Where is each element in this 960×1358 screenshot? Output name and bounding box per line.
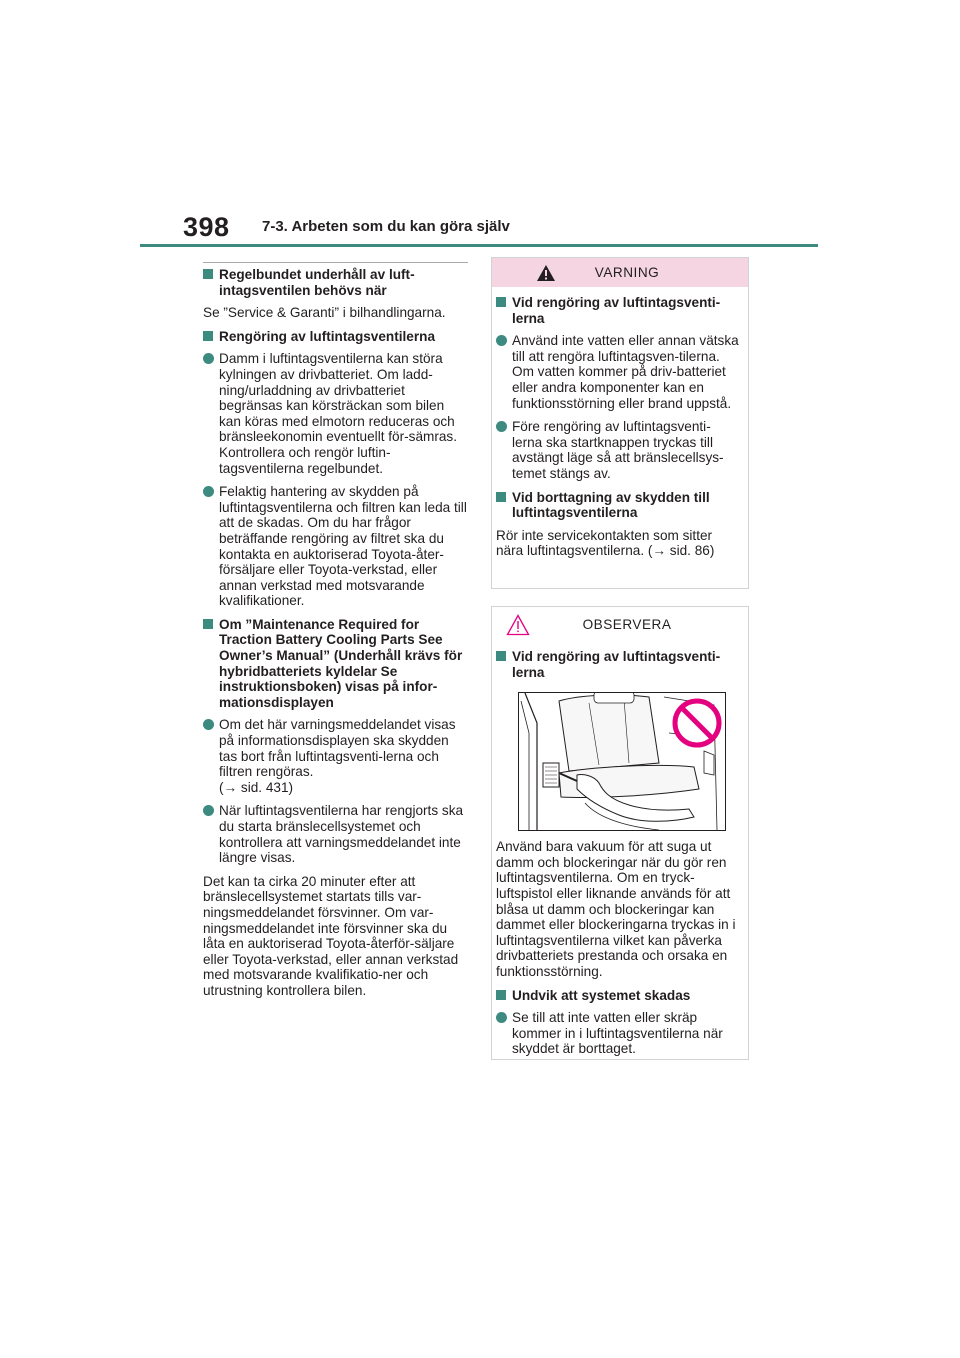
warning-triangle-icon xyxy=(536,264,556,282)
round-bullet-icon xyxy=(496,421,507,432)
section-title: 7-3. Arbeten som du kan göra själv xyxy=(262,218,510,235)
round-bullet-icon xyxy=(203,486,214,497)
bullet-text: Före rengöring av luftintagsventi-lerna ska startknappen tryckas till avstängt läge så att bränslecellsys-temet stängs av. xyxy=(512,419,724,481)
header-rule xyxy=(140,244,818,247)
warning-paragraph-service-plug: Rör inte servicekontakten som sitter nära luftintagsventilerna. (→ sid. 86) xyxy=(496,527,715,559)
square-bullet-icon xyxy=(496,297,506,307)
warning-bullet-no-water xyxy=(496,333,740,411)
warning-header xyxy=(492,258,748,287)
round-bullet-icon xyxy=(203,805,214,816)
square-bullet-icon xyxy=(203,331,213,341)
bullet-dust-warning xyxy=(203,351,468,476)
round-bullet-icon xyxy=(203,719,214,730)
page-reference-link[interactable]: (→ sid. 431) xyxy=(219,779,294,795)
round-bullet-icon xyxy=(496,335,507,346)
round-bullet-icon xyxy=(496,1012,507,1023)
warning-bullet-power-off xyxy=(496,419,740,481)
paragraph-message-timing: Det kan ta cirka 20 minuter efter att bränslecellsystemet startats tills var-ningsmeddelandet försvinner. Om var-ningsmeddelandet inte försvinner ska du låta en auktoriserad Toyota-återför-säljare eller Toyota-verkstad, eller annan verkstad med motsvarande kvalifikatio-ner och utrustning kontrollera bilen. xyxy=(203,873,459,998)
heading-text: Regelbundet underhåll av luft-intagsventilen behövs när xyxy=(219,267,415,298)
heading-text: Vid borttagning av skydden till luftintagsventilerna xyxy=(512,489,710,521)
heading-text: Om ”Maintenance Required for Traction Battery Cooling Parts See Owner’s Manual” (Underhåll krävs för hybridbatteriets kyldelar Se instruktionsboken) visas på infor-mationsdisplayen xyxy=(219,616,463,710)
bullet-message-shown xyxy=(203,717,468,795)
notice-header xyxy=(492,607,748,641)
left-column xyxy=(203,262,468,1007)
warning-box xyxy=(491,257,749,589)
bullet-improper-handling xyxy=(203,484,468,609)
heading-cleaning-vents xyxy=(203,329,468,345)
warning-title: VARNING xyxy=(594,265,660,280)
heading-maintenance-message xyxy=(203,617,468,711)
bullet-text: Felaktig hantering av skydden på luftintagsventilerna och filtren kan leda till att de skadas. Om du har frågor beträffande rengöring av filtret ska du kontakta en auktoriserad Toyota-åter-försäljare eller Toyota-verkstad, eller annan verkstad med motsvarande kvalifikationer. xyxy=(219,484,467,609)
square-bullet-icon xyxy=(496,990,506,1000)
heading-text: Vid rengöring av luftintagsventi-lerna xyxy=(512,295,721,326)
warning-heading-cleaning xyxy=(496,295,740,326)
warning-heading-removing-covers xyxy=(496,490,740,521)
bullet-text: Om det här varningsmeddelandet visas på informationsdisplayen ska skydden tas bort från luftintagsventi-lerna och filtren rengöras. xyxy=(219,717,456,780)
square-bullet-icon xyxy=(496,651,506,661)
heading-maintenance-needed xyxy=(203,267,468,298)
round-bullet-icon xyxy=(203,353,214,364)
heading-text: Vid rengöring av luftintagsventi-lerna xyxy=(512,649,721,680)
notice-paragraph-vacuum-only: Använd bara vakuum för att suga ut damm och blockeringar när du gör ren luftintagsventilerna. Om en tryck-luftspistol eller liknande används för att blåsa ut damm och blockeringar kan dammet eller blockeringarna tryckas in i luftintagsventilerna vilket kan påverka drivbatteriets prestanda och orsaka en funktionsstörning. xyxy=(496,839,736,979)
notice-heading-avoid-damage xyxy=(496,988,740,1004)
caution-triangle-icon xyxy=(506,614,530,636)
page-number: 398 xyxy=(183,212,230,242)
notice-box xyxy=(491,606,749,1060)
bullet-text: Damm i luftintagsventilerna kan störa kylningen av drivbatteriet. Om ladd-ning/urladdning av drivbatteriet begränsas kan körsträckan som bilen kan köras med elmotorn reduceras och bränsleekonomin eventuellt för-sämras. Kontrollera och rengör luftin-tagsventilerna regelbundet. xyxy=(219,351,458,476)
square-bullet-icon xyxy=(496,492,506,502)
paragraph-service-reference: Se ”Service & Garanti” i bilhandlingarna. xyxy=(203,305,446,321)
square-bullet-icon xyxy=(203,269,213,279)
square-bullet-icon xyxy=(203,619,213,629)
bullet-text: Se till att inte vatten eller skräp kommer in i luftintagsventilerna när skyddet är borttaget. xyxy=(512,1010,723,1057)
heading-text: Undvik att systemet skadas xyxy=(512,987,691,1003)
notice-heading-cleaning xyxy=(496,649,740,680)
bullet-text: Använd inte vatten eller annan vätska till att rengöra luftintagsven-tilerna. Om vatten kommer på driv-batteriet eller andra komponenter kan en funktionsstörning eller brand uppstå. xyxy=(512,333,739,411)
bullet-after-cleaning xyxy=(203,803,468,865)
heading-text: Rengöring av luftintagsventilerna xyxy=(219,328,436,344)
notice-bullet-no-debris xyxy=(496,1010,740,1057)
vent-cleaning-illustration xyxy=(518,692,726,831)
notice-title: OBSERVERA xyxy=(582,616,672,632)
column-top-rule xyxy=(203,262,468,263)
bullet-text: När luftintagsventilerna har rengjorts ska du starta bränslecellsystemet och kontrollera att varningsmeddelandet inte längre visas. xyxy=(219,803,464,866)
